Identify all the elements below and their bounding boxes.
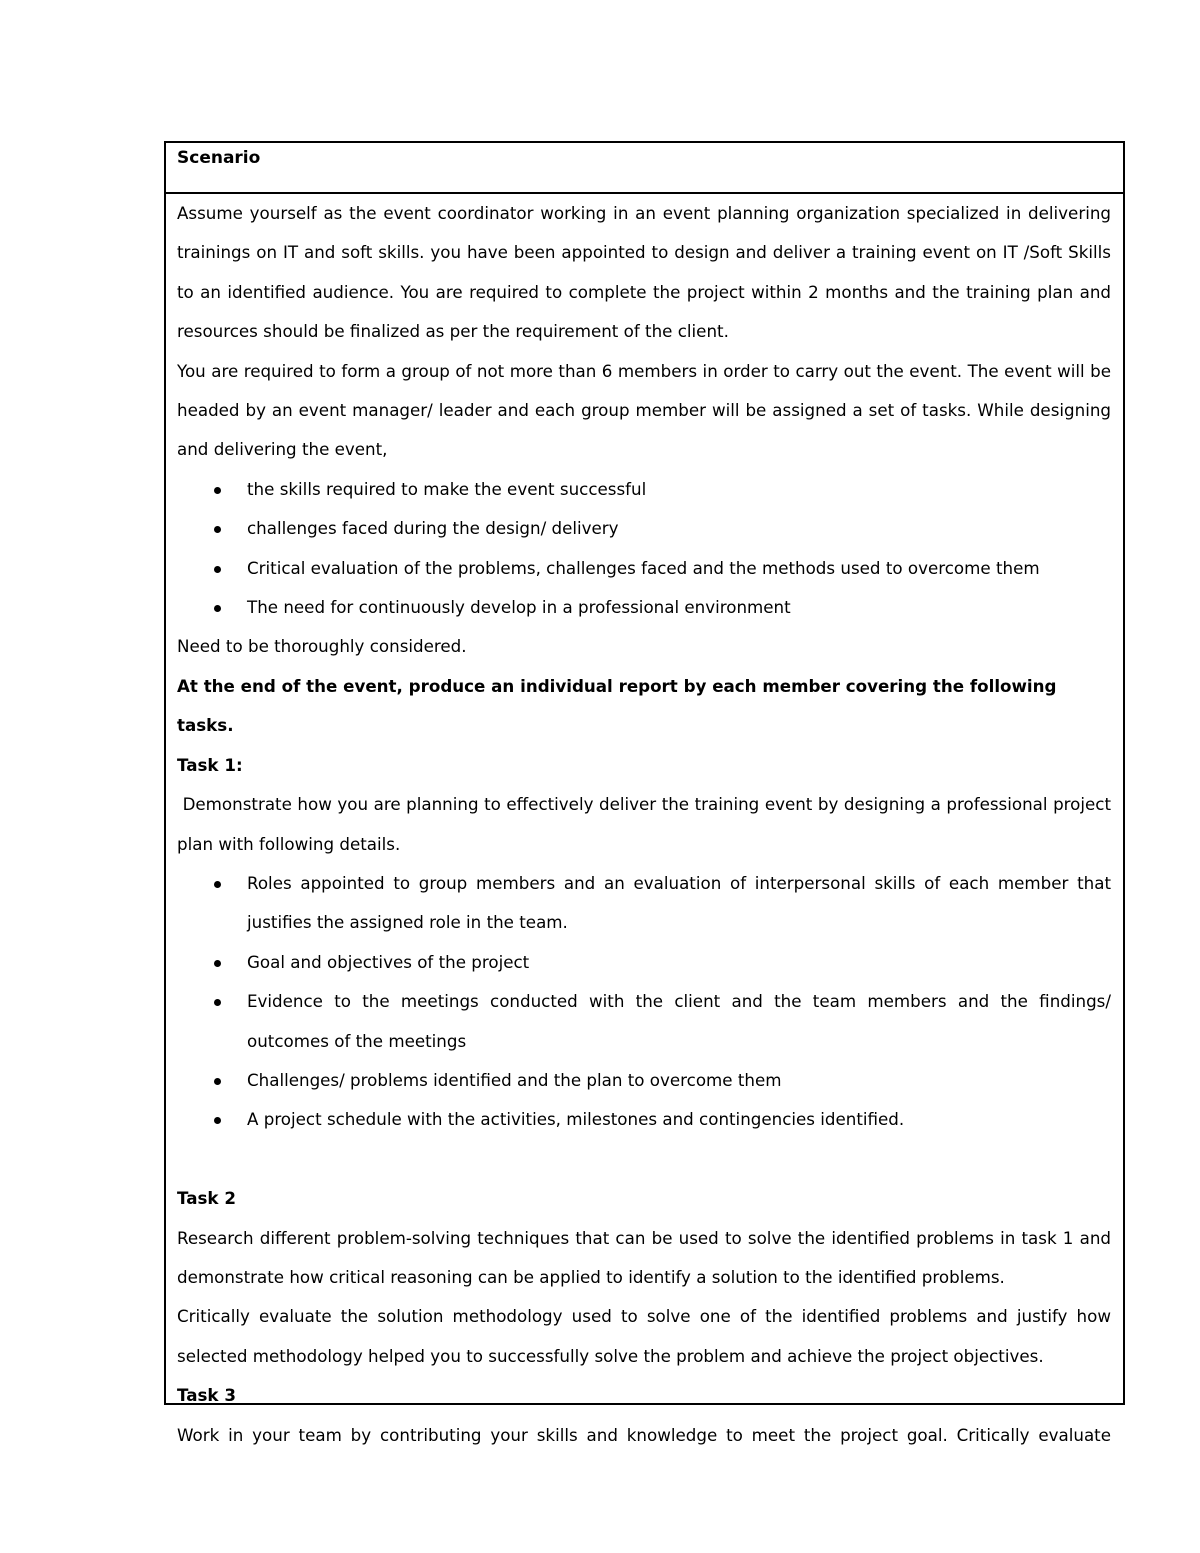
blank-line	[177, 1140, 1111, 1179]
bullet-icon	[214, 487, 221, 494]
list-item-text: the skills required to make the event successful	[247, 478, 647, 499]
list-item	[177, 864, 1111, 943]
scenario-heading: Scenario	[177, 148, 261, 168]
list-item-text: The need for continuously develop in a professional environment	[247, 597, 791, 618]
list-item	[177, 982, 1111, 1061]
intro-paragraph: Assume yourself as the event coordinator working in an event planning organization specialized in delivering trainings on IT and soft skills. you have been appointed to design and deliver a training event on IT /Soft Skills to an identified audience. You are required to complete the project within 2 months and the training plan and resources should be finalized as per the requirement of the client.	[177, 203, 1111, 342]
bullet-icon	[214, 1078, 221, 1085]
list-item	[177, 1100, 1111, 1139]
list-item-text: Evidence to the meetings conducted with the client and the team members and the findings/ outcomes of the meetings	[247, 991, 1111, 1051]
bullet-icon	[214, 1117, 221, 1124]
task2-paragraph-1: Research different problem-solving techniques that can be used to solve the identified problems in task 1 and demonstrate how critical reasoning can be applied to identify a solution to the identified problems.	[177, 1227, 1111, 1287]
bullet-icon	[214, 960, 221, 967]
task1-list	[177, 864, 1111, 1140]
list-item	[177, 943, 1111, 982]
list-item-text: Roles appointed to group members and an evaluation of interpersonal skills of each member that justifies the assigned role in the team.	[247, 872, 1111, 933]
bullet-icon	[214, 605, 221, 612]
list-item	[177, 1061, 1111, 1100]
bullet-icon	[214, 999, 221, 1006]
list-item	[177, 509, 1111, 548]
list-item-text: Goal and objectives of the project	[247, 951, 530, 972]
table-body-cell	[166, 194, 1123, 1455]
list-item	[177, 549, 1111, 588]
list-item-text: A project schedule with the activities, milestones and contingencies identified.	[247, 1109, 905, 1130]
task1-paragraph: Demonstrate how you are planning to effectively deliver the training event by designing a professional project plan with following details.	[177, 794, 1117, 854]
bullet-icon	[214, 881, 221, 888]
considerations-list	[177, 470, 1111, 628]
list-item-text: challenges faced during the design/ delivery	[247, 518, 619, 539]
task3-paragraph: Work in your team by contributing your skills and knowledge to meet the project goal. Critically evaluate	[177, 1424, 1111, 1445]
group-paragraph: You are required to form a group of not more than 6 members in order to carry out the event. The event will be headed by an event manager/ leader and each group member will be assigned a set of tasks. While designing and delivering the event,	[177, 360, 1111, 460]
task2-paragraph-2: Critically evaluate the solution methodology used to solve one of the identified problems and justify how selected methodology helped you to successfully solve the problem and achieve the project objectives.	[177, 1306, 1111, 1366]
task1-title: Task 1:	[177, 754, 243, 775]
bullet-icon	[214, 566, 221, 573]
list-item-text: Critical evaluation of the problems, challenges faced and the methods used to overcome them	[247, 557, 1040, 578]
list-item	[177, 470, 1111, 509]
considered-line: Need to be thoroughly considered.	[177, 636, 467, 657]
task2-title: Task 2	[177, 1188, 236, 1209]
bullet-icon	[214, 526, 221, 533]
list-item	[177, 588, 1111, 627]
list-item-text: Challenges/ problems identified and the plan to overcome them	[247, 1069, 782, 1090]
table-header-cell	[166, 143, 1123, 194]
scenario-table	[164, 141, 1125, 1445]
report-instruction: At the end of the event, produce an individual report by each member covering the following tasks.	[177, 675, 1057, 736]
task3-title: Task 3	[177, 1385, 236, 1406]
